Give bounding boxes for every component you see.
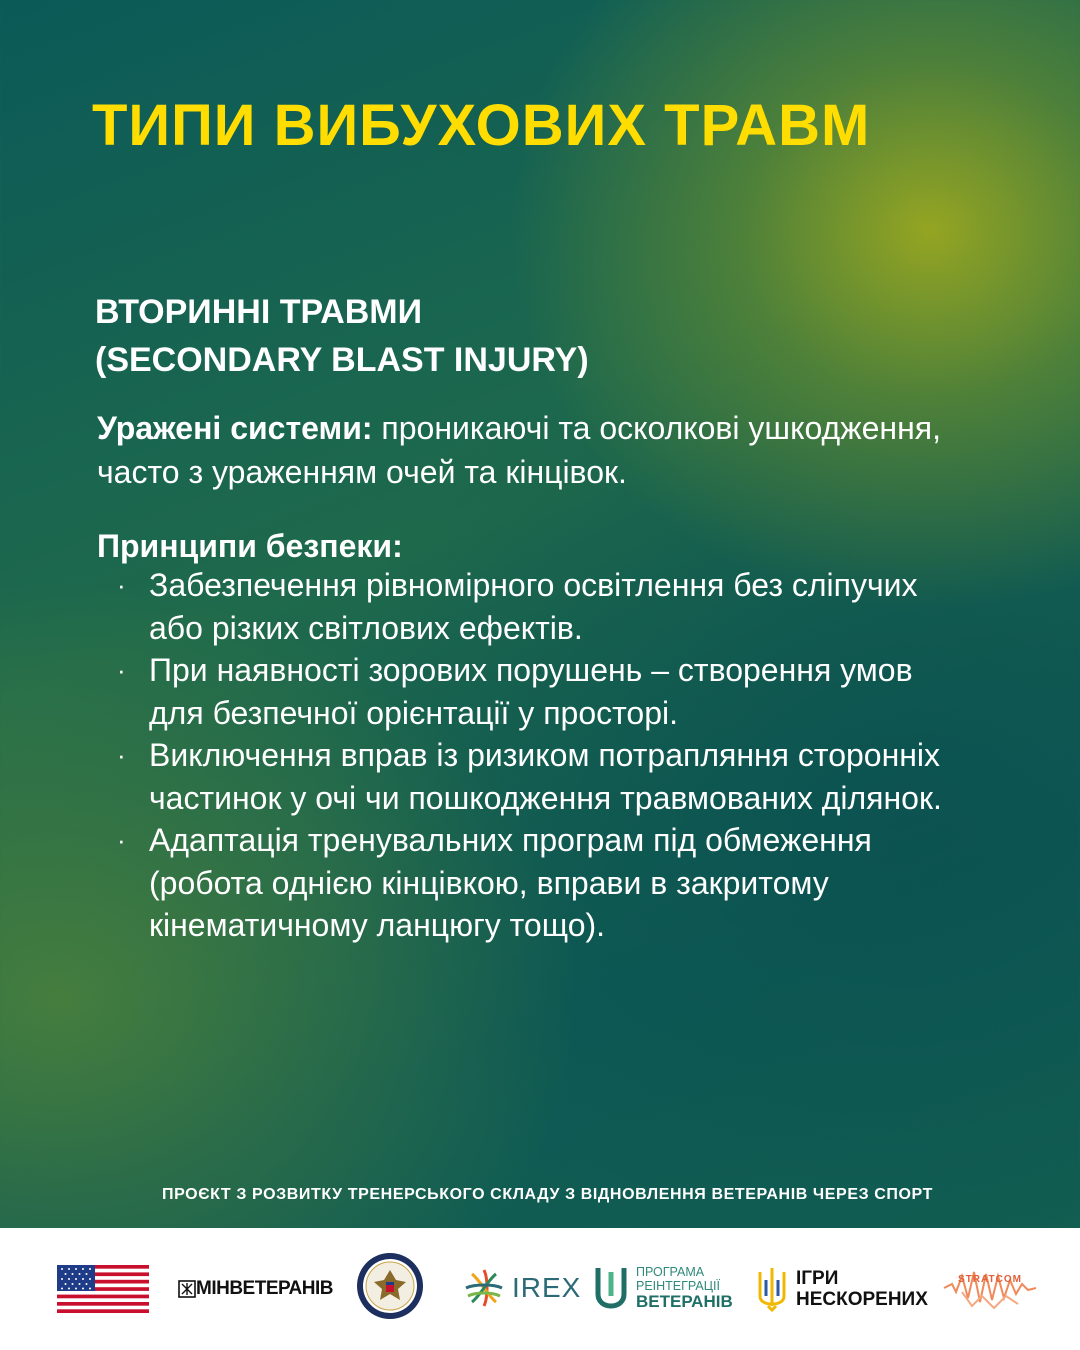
ministry-emblem-icon [178,1280,196,1298]
bullet-icon: · [117,655,126,685]
list-item-text: При наявності зорових порушень – створення умов для безпечної орієнтації у просторі. [149,652,913,731]
reintegration-line-1: ПРОГРАМА [636,1265,705,1279]
list-item-text: Виключення вправ із ризиком потрапляння сторонніх частинок у очі чи пошкодження травмованих ділянок. [149,737,942,816]
affected-systems-text: проникаючі та осколкові ушкодження, часто з ураженням очей та кінцівок. [97,410,941,490]
safety-principles-heading: Принципи безпеки: [97,528,403,564]
trident-icon [756,1266,788,1312]
bullet-icon: · [117,825,126,855]
subtitle-line-2: (SECONDARY BLAST INJURY) [95,341,589,379]
section-subtitle [95,288,589,384]
affected-systems-paragraph [97,406,997,494]
stratcom-logo [942,1262,1038,1314]
list-item [97,649,957,734]
igry-line-2: НЕСКОРЕНИХ [796,1289,928,1310]
minveteraniv-logo [178,1275,333,1303]
state-department-seal-icon [356,1252,424,1320]
stratcom-text: STRATCOM [958,1274,1022,1285]
list-item [97,734,957,819]
list-item-text: Адаптація тренувальних програм під обмеження (робота однією кінцівкою, вправи в закритому кінематичному ланцюгу тощо). [149,822,872,943]
page-title: ТИПИ ВИБУХОВИХ ТРАВМ [92,93,871,158]
affected-systems-label: Уражені системи: [97,410,373,446]
invictus-games-logo [756,1266,928,1312]
project-caption: ПРОЄКТ З РОЗВИТКУ ТРЕНЕРСЬКОГО СКЛАДУ З ВІДНОВЛЕННЯ ВЕТЕРАНІВ ЧЕРЕЗ СПОРТ [161,1186,933,1203]
us-flag-icon [57,1265,149,1313]
irex-text: IREX [512,1272,582,1303]
igry-line-1: ІГРИ [796,1268,839,1289]
list-item-text: Забезпечення рівномірного освітлення без сліпучих або різких світлових ефектів. [149,567,918,646]
subtitle-line-1: ВТОРИННІ ТРАВМИ [95,293,423,331]
reintegration-line-3: ВЕТЕРАНІВ [636,1292,733,1311]
partner-logo-bar [0,1228,1080,1350]
irex-logo [462,1266,581,1310]
bullet-icon: · [117,570,126,600]
reintegration-mark-icon [594,1264,628,1310]
bullet-icon: · [117,740,126,770]
veteran-reintegration-logo [594,1264,733,1310]
safety-principles-list [97,564,957,947]
list-item [97,819,957,947]
reintegration-line-2: РЕІНТЕГРАЦІЇ [636,1279,720,1293]
irex-mark-icon [462,1266,506,1310]
minveteraniv-text: МІНВЕТЕРАНІВ [196,1278,333,1299]
list-item [97,564,957,649]
